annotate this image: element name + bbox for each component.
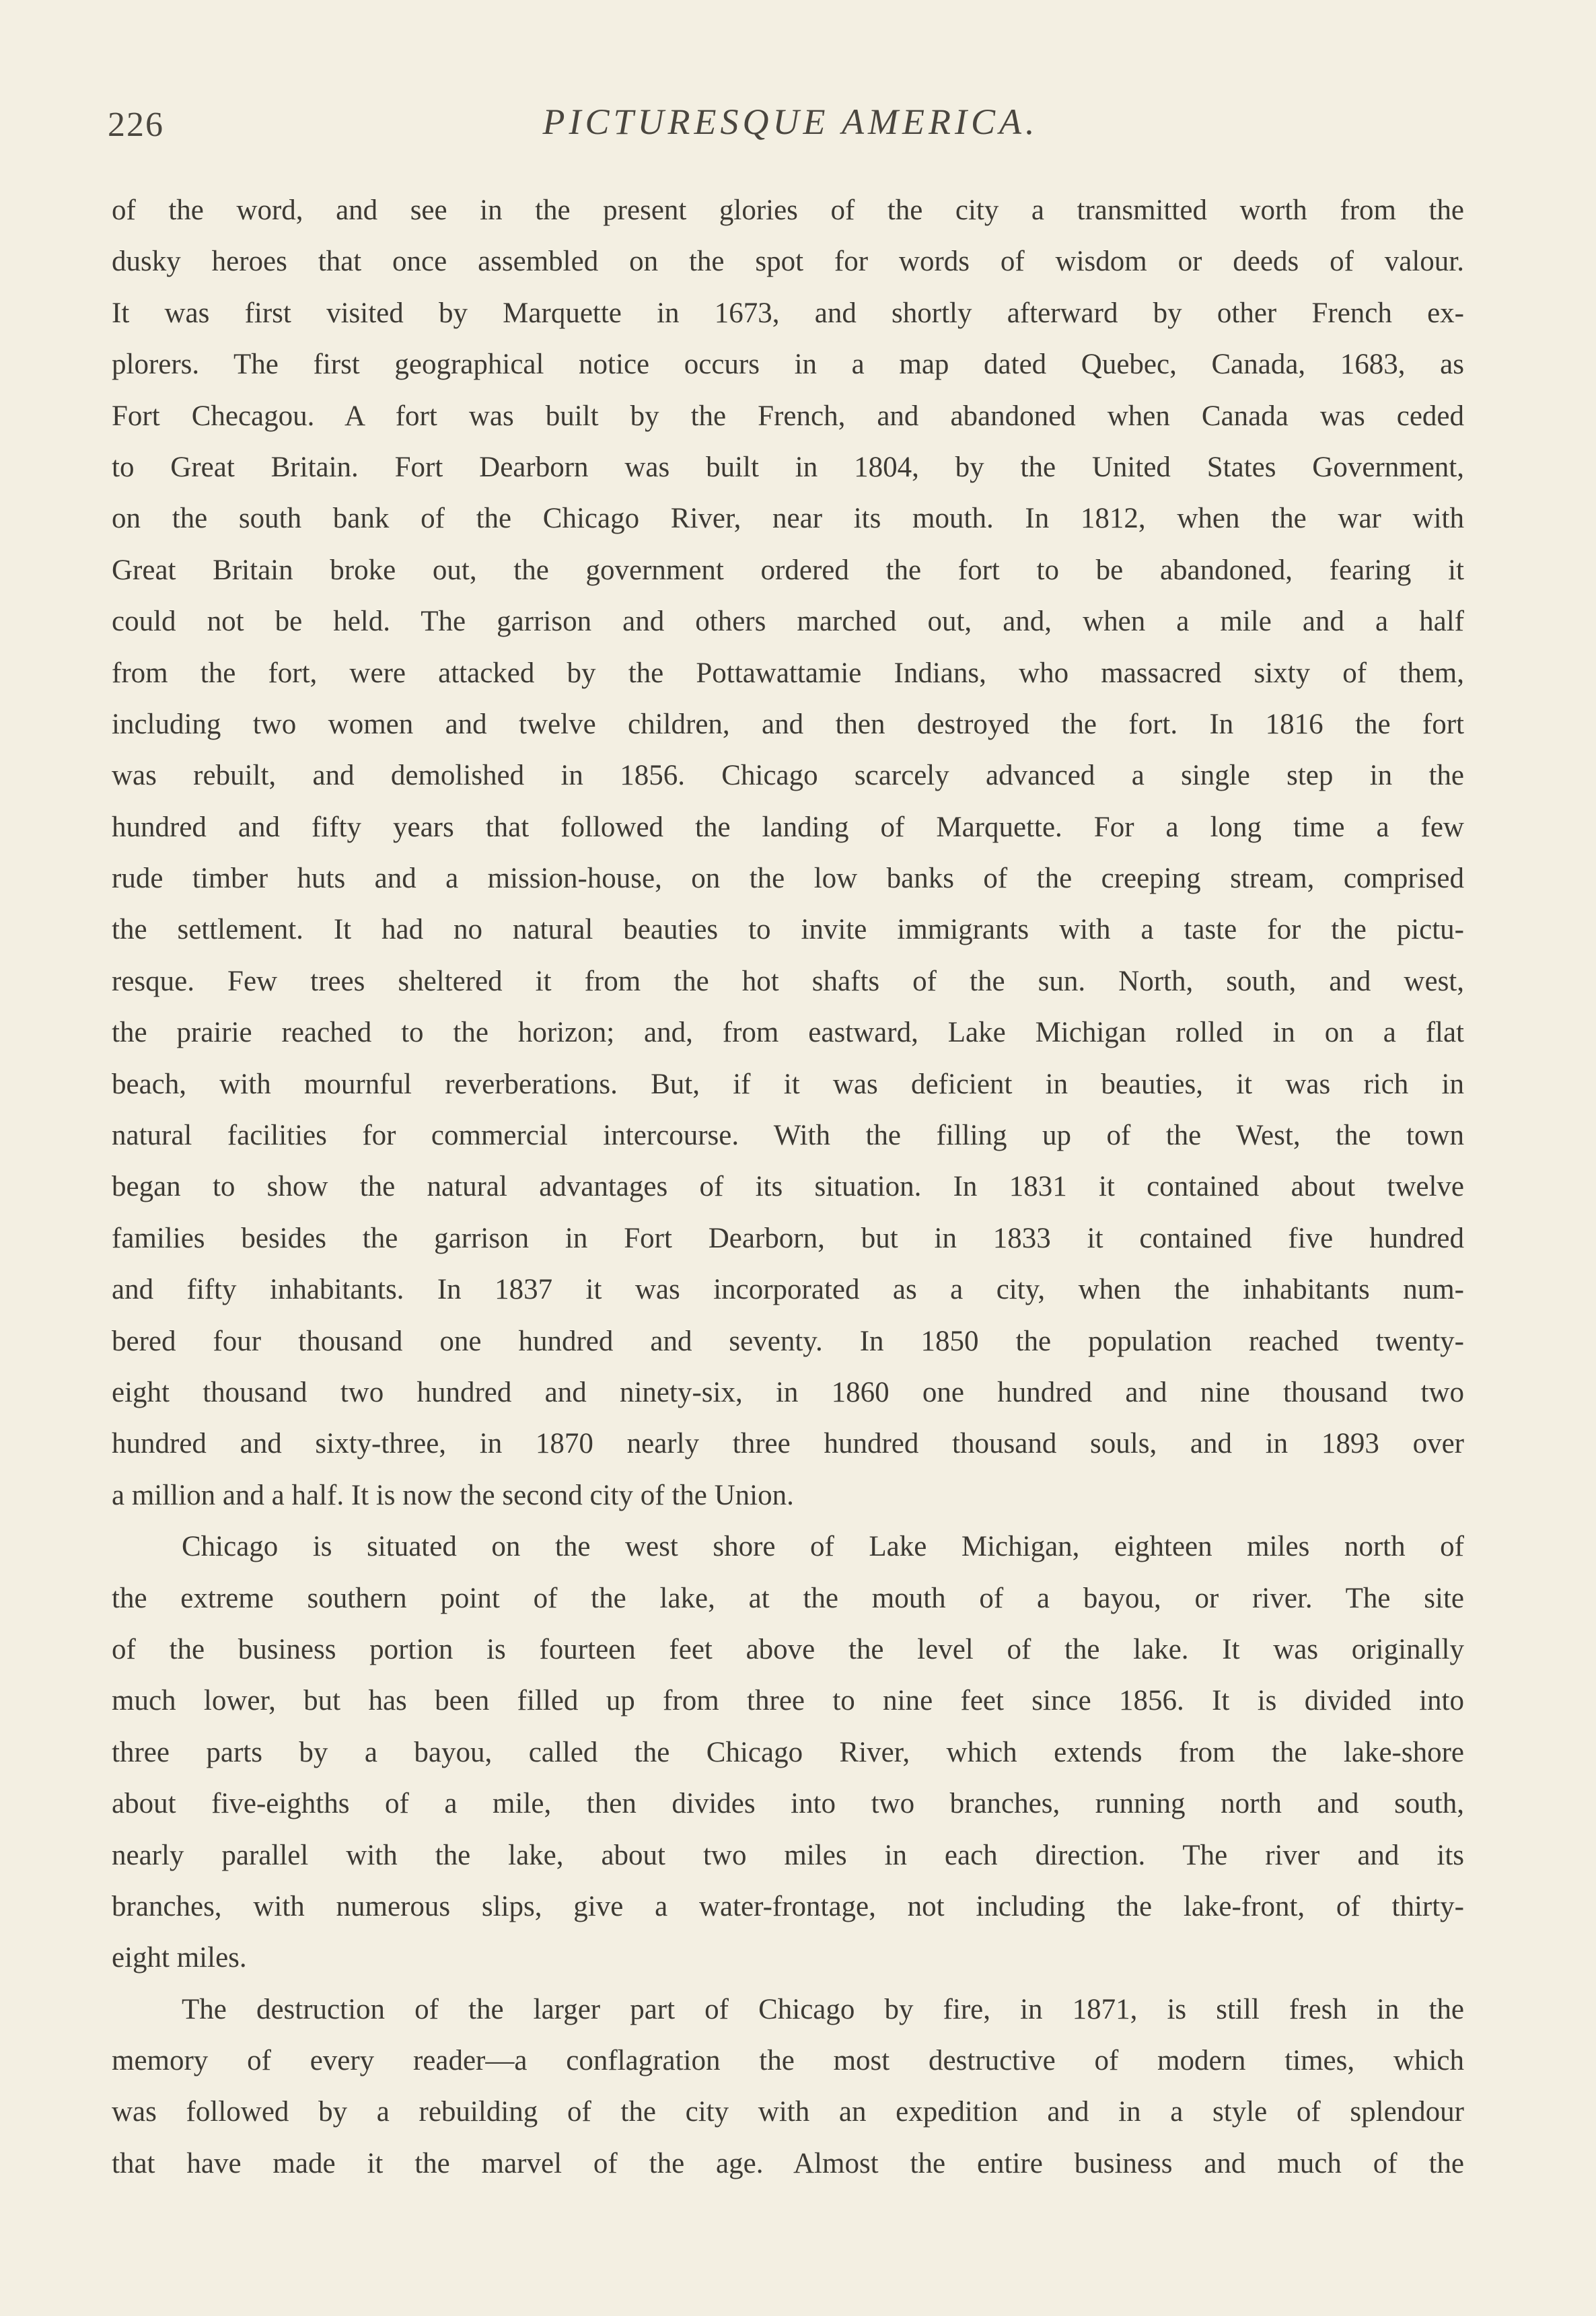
text-line: dusky heroes that once assembled on the spot for words of wisdom or deeds of valour. [112, 246, 1464, 278]
text-line: on the south bank of the Chicago River, near its mouth. In 1812, when the war with [112, 503, 1464, 535]
text-line: bered four thousand one hundred and seventy. In 1850 the population reached twenty- [112, 1325, 1464, 1357]
text-line: could not be held. The garrison and others marched out, and, when a mile and a half [112, 606, 1464, 638]
text-line: eight miles. [112, 1942, 247, 1974]
paragraph [112, 185, 1464, 1521]
text-line: plorers. The first geographical notice occurs in a map dated Quebec, Canada, 1683, as [112, 349, 1464, 381]
text-line: Fort Checagou. A fort was built by the French, and abandoned when Canada was ceded [112, 400, 1464, 432]
text-line: resque. Few trees sheltered it from the hot shafts of the sun. North, south, and west, [112, 965, 1464, 997]
text-line: was followed by a rebuilding of the city with an expedition and in a style of splendour [112, 2096, 1464, 2128]
text-line: much lower, but has been filled up from three to nine feet since 1856. It is divided into [112, 1685, 1464, 1717]
text-line: nearly parallel with the lake, about two miles in each direction. The river and its [112, 1839, 1464, 1871]
text-line: Chicago is situated on the west shore of Lake Michigan, eighteen miles north of [182, 1531, 1464, 1563]
text-line: The destruction of the larger part of Chicago by fire, in 1871, is still fresh in the [182, 1993, 1464, 2025]
text-line: rude timber huts and a mission-house, on the low banks of the creeping stream, comprised [112, 863, 1464, 895]
paragraph [112, 1521, 1464, 1984]
running-title: PICTURESQUE AMERICA. [542, 102, 1039, 142]
text-line: beach, with mournful reverberations. But, if it was deficient in beauties, it was rich in [112, 1068, 1464, 1100]
body-text [112, 185, 1464, 2190]
paragraph [112, 1984, 1464, 2190]
text-line: a million and a half. It is now the second city of the Union. [112, 1479, 794, 1511]
text-line: hundred and fifty years that followed the landing of Marquette. For a long time a few [112, 811, 1464, 843]
text-line: Great Britain broke out, the government ordered the fort to be abandoned, fearing it [112, 554, 1464, 586]
page-number: 226 [108, 106, 164, 144]
text-line: the extreme southern point of the lake, at the mouth of a bayou, or river. The site [112, 1582, 1464, 1614]
text-line: that have made it the marvel of the age. Almost the entire business and much of the [112, 2147, 1464, 2179]
text-line: to Great Britain. Fort Dearborn was built in 1804, by the United States Government, [112, 451, 1464, 483]
text-line: It was first visited by Marquette in 1673, and shortly afterward by other French ex- [112, 297, 1464, 329]
text-line: the settlement. It had no natural beauties to invite immigrants with a taste for the pictu- [112, 914, 1464, 946]
text-line: including two women and twelve children, and then destroyed the fort. In 1816 the fort [112, 708, 1464, 740]
text-line: the prairie reached to the horizon; and, from eastward, Lake Michigan rolled in on a flat [112, 1017, 1464, 1049]
text-line: families besides the garrison in Fort Dearborn, but in 1833 it contained five hundred [112, 1222, 1464, 1254]
text-line: of the business portion is fourteen feet above the level of the lake. It was originally [112, 1633, 1464, 1665]
text-line: about five-eighths of a mile, then divides into two branches, running north and south, [112, 1788, 1464, 1820]
text-line: and fifty inhabitants. In 1837 it was incorporated as a city, when the inhabitants num- [112, 1274, 1464, 1306]
text-line: natural facilities for commercial intercourse. With the filling up of the West, the town [112, 1120, 1464, 1152]
page-header [108, 101, 1474, 155]
text-line: eight thousand two hundred and ninety-six, in 1860 one hundred and nine thousand two [112, 1376, 1464, 1408]
text-line: from the fort, were attacked by the Pottawattamie Indians, who massacred sixty of them, [112, 657, 1464, 689]
text-line: memory of every reader—a conflagration the most destructive of modern times, which [112, 2045, 1464, 2077]
text-line: hundred and sixty-three, in 1870 nearly three hundred thousand souls, and in 1893 over [112, 1428, 1464, 1460]
text-line: branches, with numerous slips, give a water-frontage, not including the lake-front, of thirty- [112, 1890, 1464, 1922]
text-line: of the word, and see in the present glories of the city a transmitted worth from the [112, 194, 1464, 226]
text-line: three parts by a bayou, called the Chicago River, which extends from the lake-shore [112, 1736, 1464, 1768]
text-line: was rebuilt, and demolished in 1856. Chicago scarcely advanced a single step in the [112, 760, 1464, 792]
text-line: began to show the natural advantages of its situation. In 1831 it contained about twelve [112, 1171, 1464, 1203]
